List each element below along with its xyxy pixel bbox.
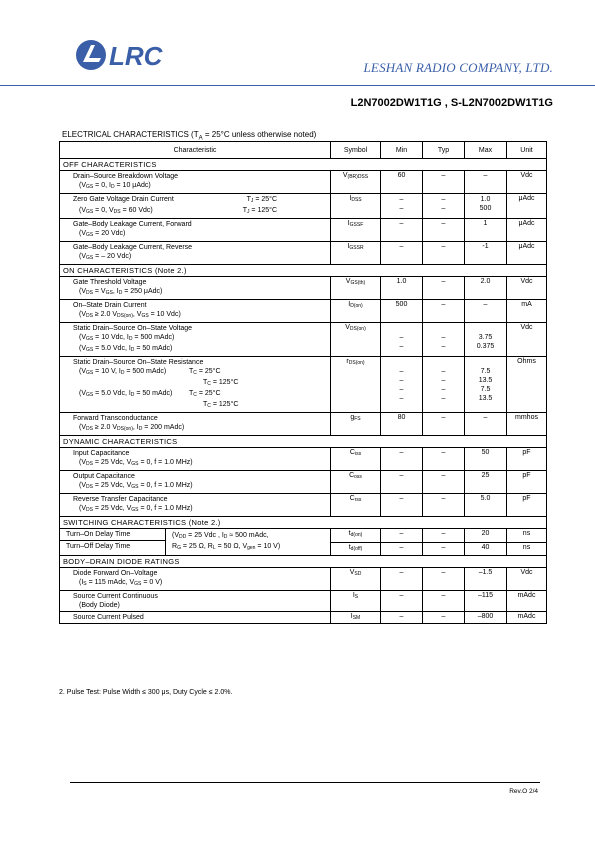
- table-header-row: [60, 142, 547, 159]
- electrical-characteristics-table: [59, 141, 547, 624]
- col-symbol: Symbol: [331, 142, 381, 159]
- footer-divider: [70, 782, 540, 783]
- table-row: Source Current Continuous (Body Diode) $I_S$ – – –115 mAdc: [60, 591, 547, 612]
- table-row: Forward Transconductance ($V_{DS} \ge 2.0$ $V_{DS(on)}$, $I_D = 200$ mAdc) $g_{FS}$ 80 – – mmhos: [60, 413, 547, 436]
- table-row: Source Current Pulsed $I_{SM}$ – – –800 mAdc: [60, 612, 547, 624]
- table-row: Turn–On Delay Time Turn–Off Delay Time ($V_{DD} = 25$ Vdc , $I_D \approx 500$ mAdc, $R_G = 25$ Ω, $R_L = 50$ Ω, $V_{gen} = 10$ V) $t_{d(on)}$ – – 20 ns: [60, 529, 547, 543]
- table-row: Gate–Body Leakage Current, Reverse ($V_{GS}$ = – 20 Vdc) $I_{GSSR}$ – – -1 μAdc: [60, 242, 547, 265]
- table-row: Input Capacitance ($V_{DS} = 25$ Vdc, $V_{GS} = 0$, f = 1.0 MHz) $C_{iss}$ – – 50 pF: [60, 448, 547, 471]
- table-row: Drain–Source Breakdown Voltage ($V_{GS} = 0$, $I_D = 10$ μAdc) $V_{(BR)DSS}$ 60 – – Vdc: [60, 171, 547, 194]
- logo-text: LRC: [109, 41, 163, 71]
- section-switching: SWITCHING CHARACTERISTICS (Note 2.): [60, 517, 547, 529]
- footnote: 2. Pulse Test: Pulse Width ≤ 300 μs, Duty Cycle ≤ 2.0%.: [59, 689, 233, 696]
- header-divider: [0, 85, 595, 86]
- section-off: OFF CHARACTERISTICS: [60, 159, 547, 171]
- table-row: Gate–Body Leakage Current, Forward ($V_{GS} = 20$ Vdc) $I_{GSSF}$ – – 1 μAdc: [60, 219, 547, 242]
- col-typ: Typ: [423, 142, 465, 159]
- section-dynamic: DYNAMIC CHARACTERISTICS: [60, 436, 547, 448]
- table-row: Output Capacitance ($V_{DS} = 25$ Vdc, $V_{GS} = 0$, f = 1.0 MHz) $C_{oss}$ – – 25 pF: [60, 471, 547, 494]
- col-min: Min: [381, 142, 423, 159]
- table-row: Reverse Transfer Capacitance ($V_{DS} = 25$ Vdc, $V_{GS} = 0$, f = 1.0 MHz) $C_{rss}$ – – 5.0 pF: [60, 494, 547, 517]
- table-row: Static Drain–Source On–State Voltage ($V_{GS} = 10$ Vdc, $I_D = 500$ mAdc) ($V_{GS} = 5.0$ Vdc, $I_D = 50$ mAdc) $V_{DS(on)}$ – – – – 3.75 0.375 Vdc: [60, 323, 547, 357]
- table-row: Diode Forward On–Voltage ($I_S = 115$ mAdc, $V_{GS} = 0$ V) $V_{SD}$ – – –1.5 Vdc: [60, 568, 547, 591]
- lrc-logo: [75, 38, 175, 72]
- col-unit: Unit: [507, 142, 547, 159]
- table-row: Zero Gate Voltage Drain Current $T_J = 25^\circ C$ ($V_{GS} = 0$, $V_{DS} = 60$ Vdc) $T_J = 125^\circ C$ $I_{DSS}$ – – – – 1.0 500 μAdc: [60, 194, 547, 219]
- section-title: ELECTRICAL CHARACTERISTICS ($T_A = 25^\circ C$ unless otherwise noted): [62, 130, 317, 142]
- col-characteristic: Characteristic: [60, 142, 331, 159]
- company-name: LESHAN RADIO COMPANY, LTD.: [363, 60, 553, 75]
- section-body-drain: BODY–DRAIN DIODE RATINGS: [60, 556, 547, 568]
- table-row: Gate Threshold Voltage ($V_{DS} = V_{GS}$, $I_D = 250$ μAdc) $V_{GS(th)}$ 1.0 – 2.0 Vdc: [60, 277, 547, 300]
- part-number: L2N7002DW1T1G , S-L2N7002DW1T1G: [350, 97, 553, 109]
- table-row: On–State Drain Current ($V_{DS} \ge 2.0$ $V_{DS(on)}$, $V_{GS} = 10$ Vdc) $I_{D(on)}$ 500 – – mA: [60, 300, 547, 323]
- col-max: Max: [465, 142, 507, 159]
- table-row: $t_{d(off)}$ – – 40 ns: [60, 542, 547, 556]
- page-footer: Rev.O 2/4: [509, 788, 538, 795]
- table-row: Static Drain–Source On–State Resistance ($V_{GS} = 10$ V, $I_D = 500$ mAdc) $T_C = 25^\circ C$ $T_C = 125^\circ C$ ($V_{GS} = 5.0$ Vdc, $I_D = 50$ mAdc) $T_C = 25^\circ C$ $T_C = 125^\circ C$ $r_{DS(on)}$ – – – – – – – – 7.5 13.5 7.5 13.5 Ohms: [60, 357, 547, 413]
- section-on: ON CHARACTERISTICS (Note 2.): [60, 265, 547, 277]
